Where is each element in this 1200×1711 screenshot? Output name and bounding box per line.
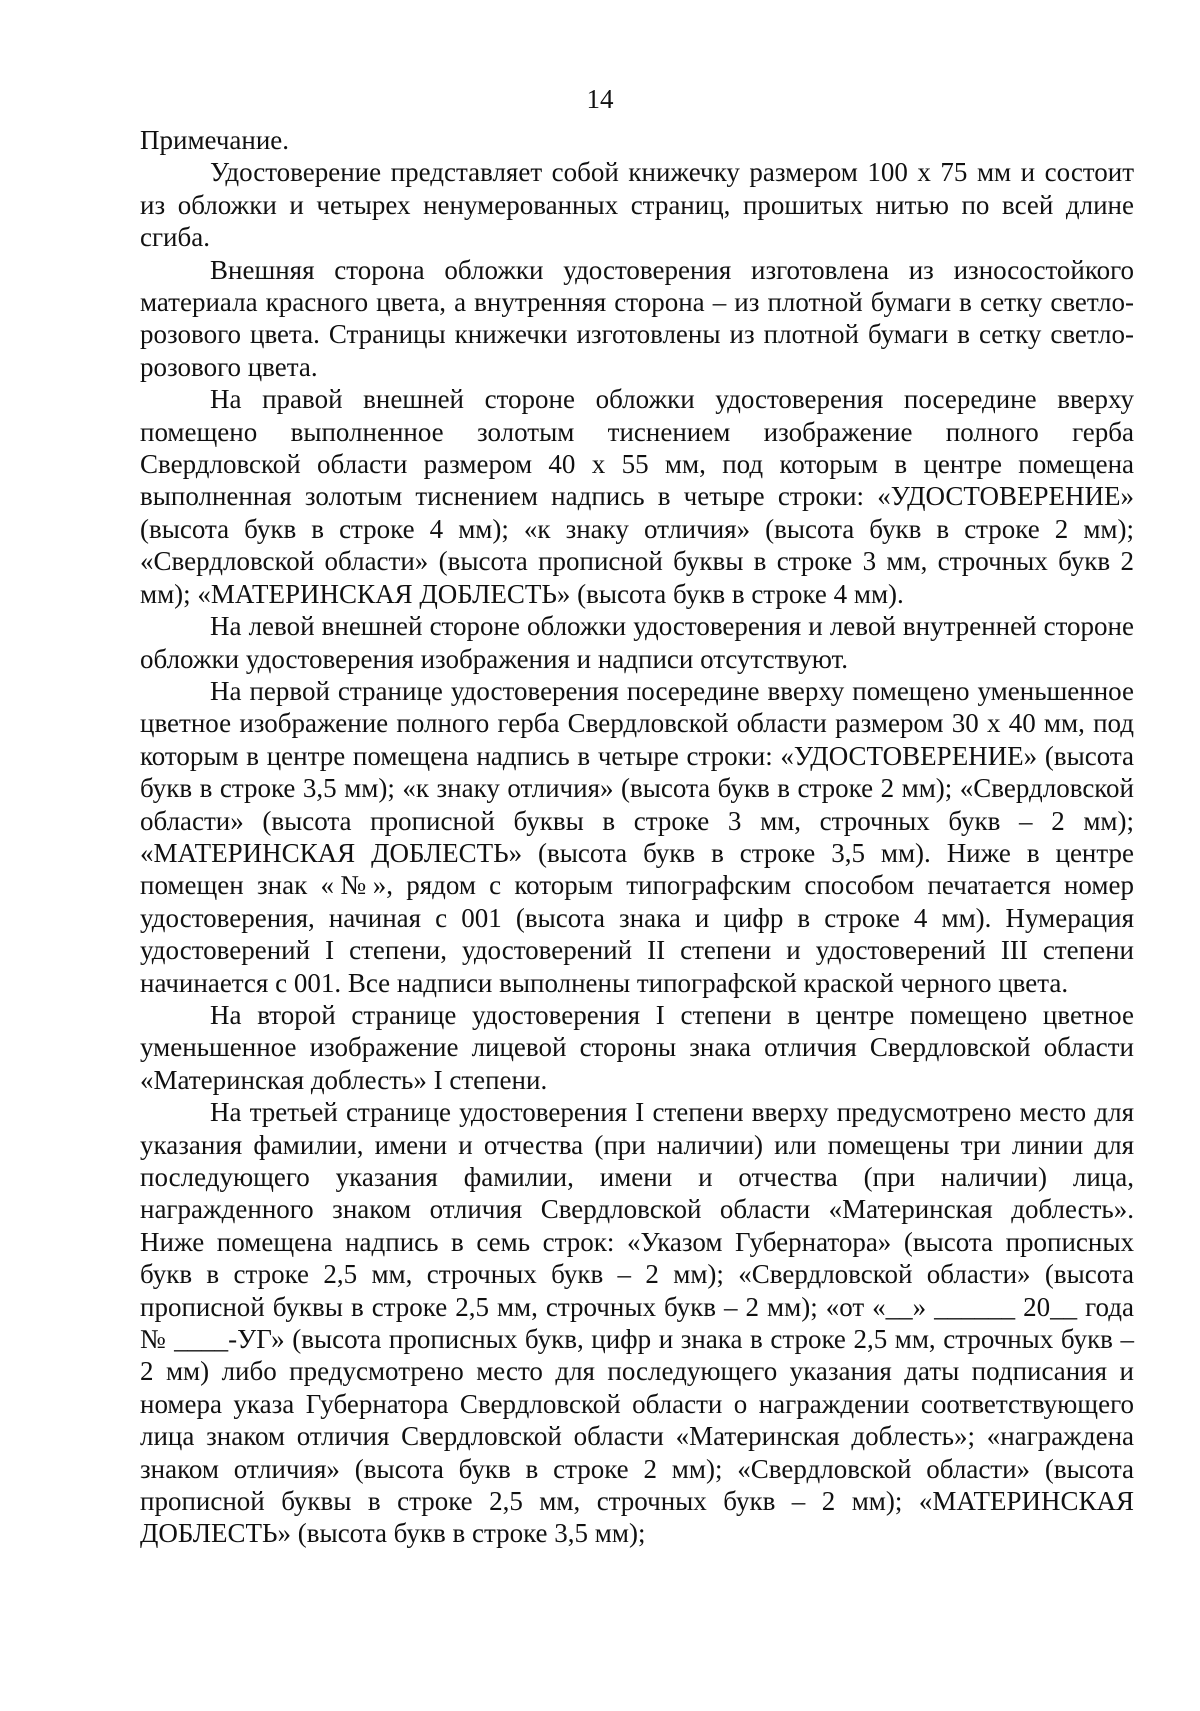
paragraph-first-page: На первой странице удостоверения посередине вверху помещено уменьшенное цветное изображение полного герба Свердловской области размером 30 х 40 мм, под которым в центре помещена надпись в четыре строки: «УДОСТОВЕРЕНИЕ» (высота букв в строке 3,5 мм); «к знаку отличия» (высота букв в строке 2 мм); «Свердловской области» (высота прописной буквы в строке 3 мм, строчных букв – 2 мм); «МАТЕРИНСКАЯ ДОБЛЕСТЬ» (высота букв в строке 3,5 мм). Ниже в центре помещен знак «№», рядом с которым типографским способом печатается номер удостоверения, начиная с 001 (высота знака и цифр в строке 4 мм). Нумерация удостоверений I степени, удостоверений II степени и удостоверений III степени начинается с 001. Все надписи выполнены типографской краской черного цвета. bbox=[140, 675, 1134, 998]
paragraph-third-page: На третьей странице удостоверения I степени вверху предусмотрено место для указания фамилии, имени и отчества (при наличии) или помещены три линии для последующего указания фамилии, имени и отчества (при наличии) лица, награжденного знаком отличия Свердловской области «Материнская доблесть». Ниже помещена надпись в семь строк: «Указом Губернатора» (высота прописных букв в строке 2,5 мм, строчных букв – 2 мм); «Свердловской области» (высота прописной буквы в строке 2,5 мм, строчных букв – 2 мм); «от «__» ______ 20__ года № ____-УГ» (высота прописных букв, цифр и знака в строке 2,5 мм, строчных букв – 2 мм) либо предусмотрено место для последующего указания даты подписания и номера указа Губернатора Свердловской области о награждении соответствующего лица знаком отличия Свердловской области «Материнская доблесть»; «награждена знаком отличия» (высота букв в строке 2 мм); «Свердловской области» (высота прописной буквы в строке 2,5 мм, строчных букв – 2 мм); «МАТЕРИНСКАЯ ДОБЛЕСТЬ» (высота букв в строке 3,5 мм); bbox=[140, 1097, 1134, 1549]
paragraph-right-outer-cover: На правой внешней стороне обложки удостоверения посередине вверху помещено выполненное золотым тиснением изображение полного герба Свердловской области размером 40 х 55 мм, под которым в центре помещена выполненная золотым тиснением надпись в четыре строки: «УДОСТОВЕРЕНИЕ» (высота букв в строке 4 мм); «к знаку отличия» (высота букв в строке 2 мм); «Свердловской области» (высота прописной буквы в строке 3 мм, строчных букв 2 мм); «МАТЕРИНСКАЯ ДОБЛЕСТЬ» (высота букв в строке 4 мм). bbox=[140, 384, 1134, 609]
paragraph-second-page: На второй странице удостоверения I степени в центре помещено цветное уменьшенное изображение лицевой стороны знака отличия Свердловской области «Материнская доблесть» I степени. bbox=[140, 999, 1134, 1095]
document-body bbox=[140, 124, 1134, 1550]
note-label: Примечание. bbox=[140, 125, 290, 155]
paragraph-left-cover: На левой внешней стороне обложки удостоверения и левой внутренней стороне обложки удостоверения изображения и надписи отсутствуют. bbox=[140, 611, 1134, 674]
page-number: 14 bbox=[586, 84, 614, 114]
paragraph-cover-material: Внешняя сторона обложки удостоверения изготовлена из износостойкого материала красного цвета, а внутренняя сторона – из плотной бумаги в сетку светло-розового цвета. Страницы книжечки изготовлены из плотной бумаги в сетку светло-розового цвета. bbox=[140, 254, 1134, 382]
paragraph-booklet-description: Удостоверение представляет собой книжечку размером 100 х 75 мм и состоит из обложки и четырех ненумерованных страниц, прошитых нитью по всей длине сгиба. bbox=[140, 157, 1134, 253]
